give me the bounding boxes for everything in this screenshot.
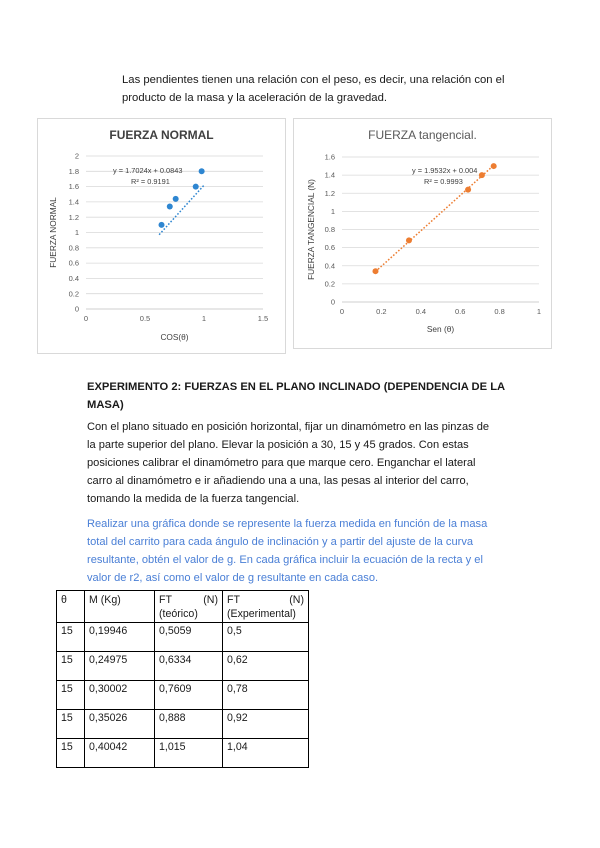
trendline-equation: y = 1.9532x + 0.004 bbox=[412, 166, 478, 175]
y-tick-label: 0.4 bbox=[324, 261, 335, 271]
cell-ft-theoretical: 1,015 bbox=[155, 739, 223, 768]
experiment-heading bbox=[87, 378, 505, 414]
x-tick-label: 0.2 bbox=[376, 307, 387, 316]
y-axis-title: FUERZA NORMAL bbox=[48, 197, 58, 268]
cell-ft-experimental: 0,78 bbox=[223, 681, 309, 710]
y-tick-label: 0.6 bbox=[324, 243, 335, 253]
header-ft-theoretical bbox=[155, 591, 223, 623]
instruction-line: Realizar una gráfica donde se represente la fuerza medida en función de la masa bbox=[87, 518, 488, 530]
y-tick-label: 1.2 bbox=[324, 188, 335, 198]
body-line: posiciones calibrar el dinamómetro para que marque cero. Enganchar el lateral bbox=[87, 457, 476, 469]
data-point bbox=[491, 163, 497, 169]
cell-ft-theoretical: 0,888 bbox=[155, 710, 223, 739]
y-tick-label: 1 bbox=[330, 206, 335, 216]
table-row bbox=[57, 652, 309, 681]
instruction-line: total del carrito para cada ángulo de inclinación y a partir del ajuste de la curva bbox=[87, 536, 474, 548]
trendline-r2: R² = 0.9191 bbox=[131, 177, 170, 186]
y-tick-label: 0.6 bbox=[68, 258, 79, 268]
y-tick-label: 0.4 bbox=[68, 274, 79, 283]
chart-fuerza-normal bbox=[37, 118, 286, 354]
experiment-body bbox=[87, 418, 515, 508]
header-ft-symbol: FT bbox=[159, 594, 172, 606]
cell-theta: 15 bbox=[57, 681, 85, 710]
y-tick-label: 1.4 bbox=[324, 170, 335, 180]
cell-ft-experimental: 0,62 bbox=[223, 652, 309, 681]
cell-mass: 0,35026 bbox=[85, 710, 155, 739]
chart-fuerza-tangencial-svg bbox=[294, 119, 551, 348]
data-point bbox=[372, 268, 378, 274]
data-point bbox=[193, 184, 199, 190]
table-header-row bbox=[57, 591, 309, 623]
cell-ft-experimental: 0,92 bbox=[223, 710, 309, 739]
x-tick-label: 0.5 bbox=[139, 314, 151, 323]
body-line: la parte superior del plano. Elevar la posición a 30, 15 y 45 grados. Con estas bbox=[87, 439, 469, 451]
x-tick-label: 0.6 bbox=[454, 307, 466, 316]
x-tick-label: 0.8 bbox=[494, 307, 505, 316]
cell-mass: 0,24975 bbox=[85, 652, 155, 681]
chart-title: FUERZA NORMAL bbox=[109, 128, 214, 142]
instruction-text bbox=[87, 515, 517, 587]
cell-theta: 15 bbox=[57, 652, 85, 681]
trendline bbox=[159, 185, 204, 234]
y-tick-label: 1 bbox=[74, 228, 79, 238]
x-tick-label: 1 bbox=[536, 307, 542, 316]
x-tick-label: 1 bbox=[201, 314, 207, 323]
header-ft-symbol: FT bbox=[227, 594, 240, 606]
cell-theta: 15 bbox=[57, 710, 85, 739]
body-line: Con el plano situado en posición horizontal, fijar un dinamómetro en las pinzas de bbox=[87, 421, 490, 433]
cell-theta: 15 bbox=[57, 623, 85, 652]
body-line: tomando la medida de la fuerza tangencial. bbox=[87, 493, 300, 505]
cell-mass: 0,19946 bbox=[85, 623, 155, 652]
header-unit: (N) bbox=[289, 594, 304, 606]
x-tick-label: 0 bbox=[339, 307, 345, 316]
intro-paragraph bbox=[122, 71, 504, 107]
x-tick-label: 0 bbox=[83, 314, 89, 323]
header-subtitle: (teórico) bbox=[159, 608, 198, 620]
cell-mass: 0,40042 bbox=[85, 739, 155, 768]
cell-ft-theoretical: 0,5059 bbox=[155, 623, 223, 652]
cell-theta: 15 bbox=[57, 739, 85, 768]
y-tick-label: 1.4 bbox=[68, 197, 79, 207]
y-tick-label: 1.6 bbox=[68, 182, 79, 192]
x-tick-label: 1.5 bbox=[257, 314, 269, 323]
chart-fuerza-normal-svg bbox=[38, 119, 285, 353]
y-tick-label: 0.2 bbox=[324, 279, 335, 289]
x-tick-label: 0.4 bbox=[415, 307, 427, 316]
trendline-r2: R² = 0.9993 bbox=[424, 177, 463, 186]
y-tick-label: 0 bbox=[330, 297, 335, 307]
intro-line: Las pendientes tienen una relación con el peso, es decir, una relación con el bbox=[122, 74, 505, 86]
y-tick-label: 0.8 bbox=[68, 243, 79, 253]
heading-line: MASA) bbox=[87, 399, 124, 411]
instruction-line: resultante, obtén el valor de g. En cada gráfica incluir la ecuación de la recta y el bbox=[87, 554, 483, 566]
x-axis-title: COS(θ) bbox=[160, 332, 189, 342]
data-point bbox=[167, 203, 173, 209]
table-row bbox=[57, 623, 309, 652]
instruction-line: valor de r2, así como el valor de g resultante en cada caso. bbox=[87, 572, 379, 584]
header-theta: θ bbox=[57, 591, 85, 623]
data-point bbox=[479, 172, 485, 178]
y-tick-label: 0 bbox=[74, 304, 79, 314]
y-tick-label: 1.2 bbox=[68, 212, 79, 222]
table-row bbox=[57, 710, 309, 739]
body-line: carro al dinamómetro e ir añadiendo una a una, las pesas al interior del carro, bbox=[87, 475, 469, 487]
data-table bbox=[56, 590, 309, 768]
y-tick-label: 0.2 bbox=[68, 289, 79, 299]
trendline-equation: y = 1.7024x + 0.0843 bbox=[113, 166, 183, 175]
cell-mass: 0,30002 bbox=[85, 681, 155, 710]
chart-fuerza-tangencial bbox=[293, 118, 552, 349]
cell-ft-experimental: 0,5 bbox=[223, 623, 309, 652]
heading-line: EXPERIMENTO 2: FUERZAS EN EL PLANO INCLINADO (DEPENDENCIA DE LA bbox=[87, 381, 506, 393]
header-ft-experimental bbox=[223, 591, 309, 623]
data-point bbox=[199, 168, 205, 174]
data-point bbox=[406, 237, 412, 243]
intro-line: producto de la masa y la aceleración de la gravedad. bbox=[122, 92, 388, 104]
header-subtitle: (Experimental) bbox=[227, 608, 296, 620]
cell-ft-theoretical: 0,7609 bbox=[155, 681, 223, 710]
x-axis-title: Sen (θ) bbox=[426, 324, 455, 334]
y-axis-title: FUERZA TANGENCIAL (N) bbox=[306, 179, 316, 280]
chart-title: FUERZA tangencial. bbox=[368, 128, 477, 142]
data-point bbox=[465, 187, 471, 193]
cell-ft-experimental: 1,04 bbox=[223, 739, 309, 768]
cell-ft-theoretical: 0,6334 bbox=[155, 652, 223, 681]
header-unit: (N) bbox=[203, 594, 218, 606]
data-point bbox=[159, 222, 165, 228]
table-row bbox=[57, 739, 309, 768]
y-tick-label: 2 bbox=[74, 151, 79, 161]
header-mass: M (Kg) bbox=[85, 591, 155, 623]
y-tick-label: 1.8 bbox=[68, 166, 79, 176]
y-tick-label: 1.6 bbox=[324, 152, 335, 162]
y-tick-label: 0.8 bbox=[324, 225, 335, 235]
table-row bbox=[57, 681, 309, 710]
data-point bbox=[173, 196, 179, 202]
